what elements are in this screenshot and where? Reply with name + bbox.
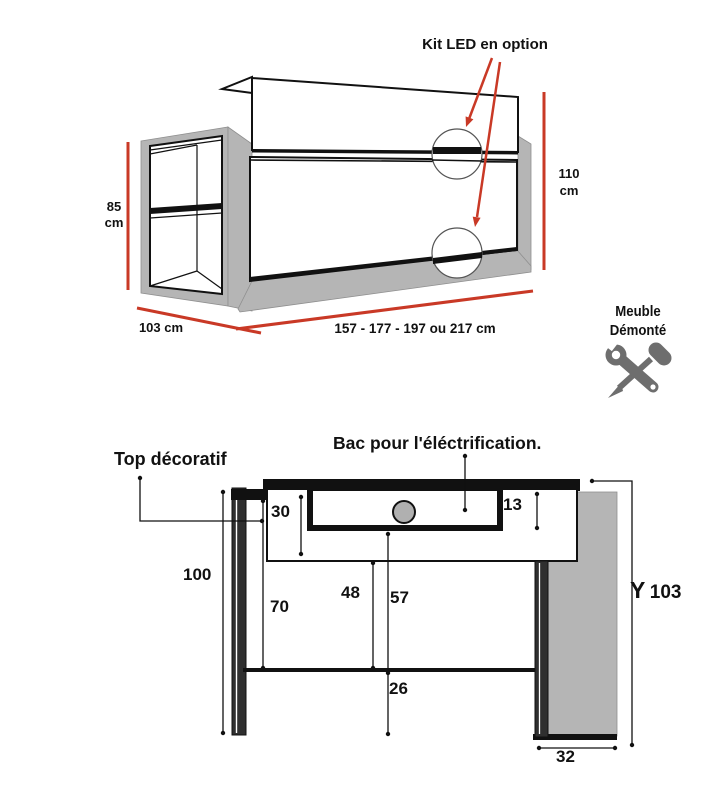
side-panel-left — [231, 488, 267, 735]
dim-32-label: 32 — [556, 747, 575, 766]
side-panel-right — [535, 561, 548, 737]
dim-57-label: 57 — [390, 588, 409, 607]
counter-top-edge — [222, 77, 252, 93]
top-view-drawing — [128, 58, 664, 398]
tools-icon — [599, 334, 664, 398]
carcass-right-band — [518, 136, 531, 269]
dim-110-label: 110 cm — [558, 166, 580, 198]
work-surface — [243, 668, 538, 672]
carcass-side-band — [228, 127, 252, 311]
dim-85-label: 85 cm — [104, 199, 124, 230]
dim-103-label: 103 cm — [138, 320, 184, 335]
dim-13-label: 13 — [503, 495, 522, 514]
tray-label: Bac pour l'éléctrification. — [333, 433, 542, 453]
led-highlight-bottom — [432, 228, 482, 278]
dim-y103-label: Y 103 — [630, 577, 682, 603]
dim-30-label: 30 — [271, 502, 290, 521]
dim-48-label: 48 — [341, 583, 360, 602]
cable-grommet — [393, 501, 415, 523]
led-highlight-top — [432, 129, 482, 179]
desk-top-assembly — [267, 489, 577, 561]
shelf-unit-opening — [150, 136, 222, 294]
dim-70-label: 70 — [270, 597, 289, 616]
dim-26-label: 26 — [389, 679, 408, 698]
kit-led-label: Kit LED en option — [422, 36, 548, 53]
disassembled-badge: Meuble Démonté — [609, 303, 667, 339]
section-view-drawing — [138, 454, 634, 750]
top-decoratif-label: Top décoratif — [114, 449, 227, 469]
dim-100-label: 100 — [183, 565, 212, 584]
dim-width-label: 157 - 177 - 197 ou 217 cm — [334, 321, 496, 336]
